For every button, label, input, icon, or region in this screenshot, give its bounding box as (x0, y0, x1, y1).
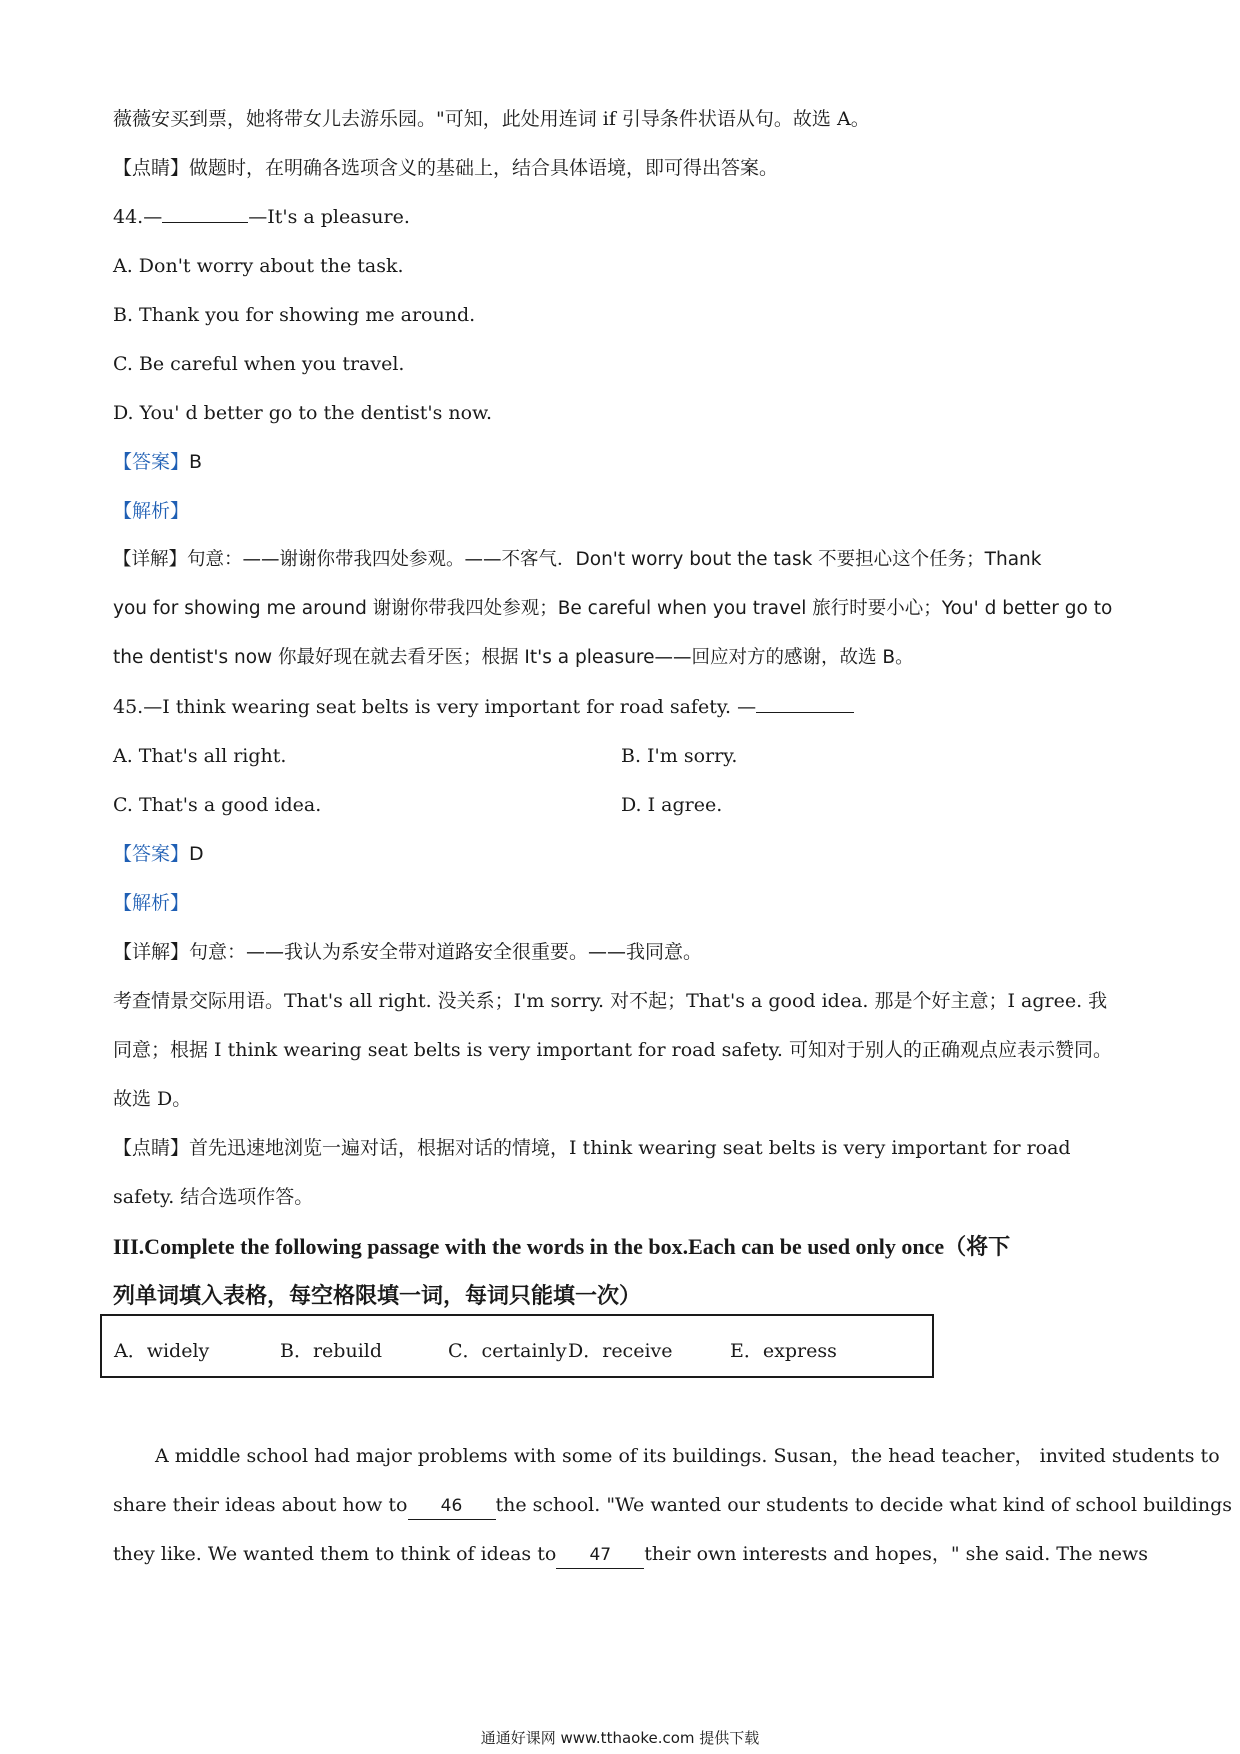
answer-value: B (189, 451, 203, 473)
q45-answer (113, 841, 1130, 867)
q45-detail-line-1: 考查情景交际用语。That's all right. 没关系；I'm sorry. 对不起；That's a good idea. 那是个好主意；I agree. 我 (113, 990, 1108, 1012)
q44-detail-line-1 (113, 547, 1130, 573)
q44-prefix: 44.— (113, 206, 163, 228)
detail-label: 【详解】 (113, 549, 188, 570)
q45-tip-line-2: safety. 结合选项作答。 (113, 1186, 314, 1208)
answer-label: 【答案】 (113, 843, 190, 865)
q45-options-row-2 (113, 792, 1130, 818)
page-footer: 通通好课网 www.tthaoke.com 提供下载 (480, 1729, 760, 1747)
section-3-heading-line-1: III.Complete the following passage with the words in the box.Each can be used only once（将下 (113, 1234, 1011, 1259)
blank-47[interactable]: 47 (556, 1542, 644, 1569)
q45-detail-line-2: 同意；根据 I think wearing seat belts is very important for road safety. 可知对于别人的正确观点应表示赞同。 (113, 1039, 1112, 1061)
q45-options-row-1 (113, 743, 1130, 769)
tip-label: 【点睛】 (113, 1137, 190, 1159)
passage-line-2 (113, 1492, 1233, 1520)
section-3-heading-line-2: 列单词填入表格，每空格限填一词，每词只能填一次） (113, 1283, 642, 1308)
q45-option-a: A. That's all right. (113, 745, 287, 767)
q44-detail-line-3: the dentist's now 你最好现在就去看牙医；根据 It's a pleasure——回应对方的感谢，故选 B。 (113, 647, 914, 668)
word-box (100, 1314, 934, 1378)
q45-detail-first (113, 939, 1130, 965)
question-45-stem (113, 694, 1130, 720)
blank-46[interactable]: 46 (408, 1493, 496, 1520)
answer-value: D (189, 843, 204, 865)
passage-line-3 (113, 1541, 1148, 1569)
q45-blank (756, 694, 854, 713)
word-option-b: B．rebuild (280, 1340, 383, 1362)
q44-suffix: —It's a pleasure. (248, 206, 410, 228)
q45-option-d: D. I agree. (621, 794, 723, 816)
word-option-d: D．receive (568, 1340, 673, 1362)
q45-option-b: B. I'm sorry. (621, 745, 738, 767)
q45-stem-text: 45.—I think wearing seat belts is very important for road safety. — (113, 696, 757, 718)
q44-answer (113, 449, 1130, 475)
detail-label: 【详解】 (113, 941, 190, 963)
q44-option-c: C. Be careful when you travel. (113, 353, 405, 375)
passage-text: the school. "We wanted our students to decide what kind of school buildings (495, 1494, 1233, 1516)
q44-option-b: B. Thank you for showing me around. (113, 304, 476, 326)
passage-text: their own interests and hopes，" she said. The news (644, 1543, 1148, 1565)
detail-text: 句意：——我认为系安全带对道路安全很重要。——我同意。 (189, 941, 703, 963)
passage-line-1: A middle school had major problems with some of its buildings. Susan，the head teacher， invited students to (155, 1445, 1220, 1467)
q44-option-a: A. Don't worry about the task. (113, 255, 404, 277)
answer-label: 【答案】 (113, 451, 190, 473)
q44-detail-line-2: you for showing me around 谢谢你带我四处参观；Be careful when you travel 旅行时要小心；You' d better go to (113, 598, 1113, 619)
word-option-e: E．express (730, 1340, 837, 1362)
word-option-c: C．certainly (448, 1340, 567, 1362)
q45-option-c: C. That's a good idea. (113, 794, 322, 816)
tip-text: 首先迅速地浏览一遍对话，根据对话的情境，I think wearing seat belts is very important for road (189, 1137, 1071, 1159)
question-44-stem (113, 204, 1130, 230)
passage-text: they like. We wanted them to think of ideas to (113, 1543, 557, 1565)
tip-label: 【点睛】 (113, 157, 190, 179)
q45-detail-line-3: 故选 D。 (113, 1088, 192, 1110)
explanation-continuation: 薇薇安买到票，她将带女儿去游乐园。"可知，此处用连词 if 引导条件状语从句。故选 A。 (113, 108, 870, 130)
q45-tip-line-1 (113, 1135, 1130, 1161)
q44-blank (162, 204, 248, 223)
tip-paragraph (113, 155, 1130, 181)
q44-option-d: D. You' d better go to the dentist's now. (113, 402, 493, 424)
q44-analysis-label: 【解析】 (113, 500, 190, 522)
detail-text: 句意：——谢谢你带我四处参观。——不客气．Don't worry bout the task 不要担心这个任务；Thank (187, 549, 1042, 570)
passage-text: share their ideas about how to (113, 1494, 408, 1516)
word-option-a: A．widely (114, 1340, 210, 1362)
tip-text: 做题时，在明确各选项含义的基础上，结合具体语境，即可得出答案。 (189, 157, 779, 179)
q45-analysis-label: 【解析】 (113, 892, 190, 914)
